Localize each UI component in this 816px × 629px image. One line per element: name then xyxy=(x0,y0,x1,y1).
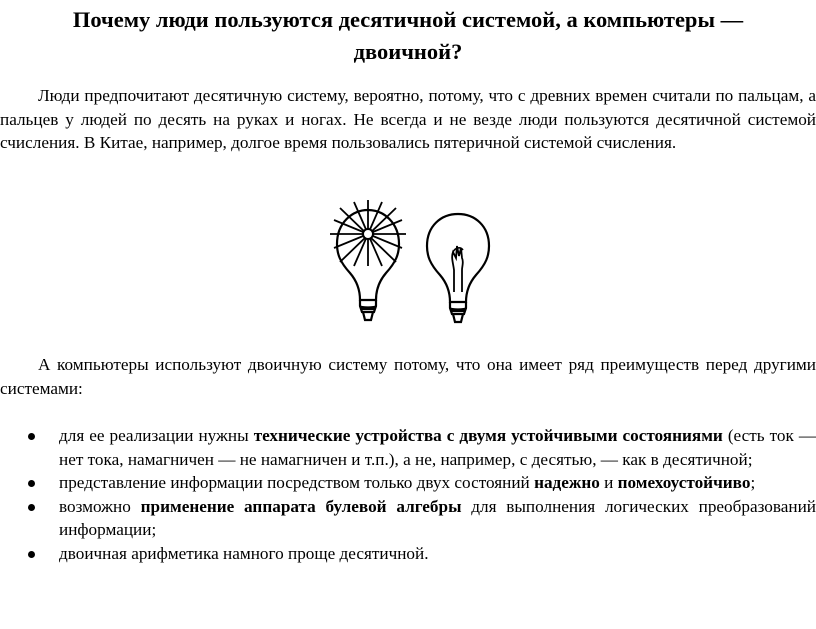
bullet-icon xyxy=(28,480,35,487)
bullet-icon xyxy=(28,433,35,440)
page-title xyxy=(0,4,816,68)
list-item: двоичная арифметика намного проще десятичной. xyxy=(0,542,816,566)
list-item: представление информации посредством только двух состояний надежно и помехоустойчиво; xyxy=(0,471,816,495)
advantages-list xyxy=(0,424,816,565)
list-item: возможно применение аппарата булевой алгебры для выполнения логических преобразований информации; xyxy=(0,495,816,542)
paragraph-decimal-system: Люди предпочитают десятичную систему, вероятно, потому, что с древних времен считали по пальцам, а пальцев у людей по десять на руках и ногах. Не всегда и не везде люди пользуются десятичной системой счисления. В Китае, например, долгое время пользовались пятеричной системой счисления. xyxy=(0,86,816,152)
list-item: для ее реализации нужны технические устройства с двумя устойчивыми состояниями (есть ток — нет тока, намагничен — не намагничен и т.п.), а не, например, с десятью, — как в десятичной; xyxy=(0,424,816,471)
glowing-lightbulb-icon xyxy=(330,200,406,320)
title-line-2: двоичной? xyxy=(353,39,463,64)
bullet-icon xyxy=(28,551,35,558)
off-lightbulb-icon xyxy=(427,214,489,322)
paragraph-binary-system: А компьютеры используют двоичную систему потому, что она имеет ряд преимуществ перед другими системами: xyxy=(0,355,816,398)
lightbulbs-figure xyxy=(320,196,500,336)
title-line-1: Почему люди пользуются десятичной системой, а компьютеры — xyxy=(72,7,744,32)
bullet-icon xyxy=(28,504,35,511)
